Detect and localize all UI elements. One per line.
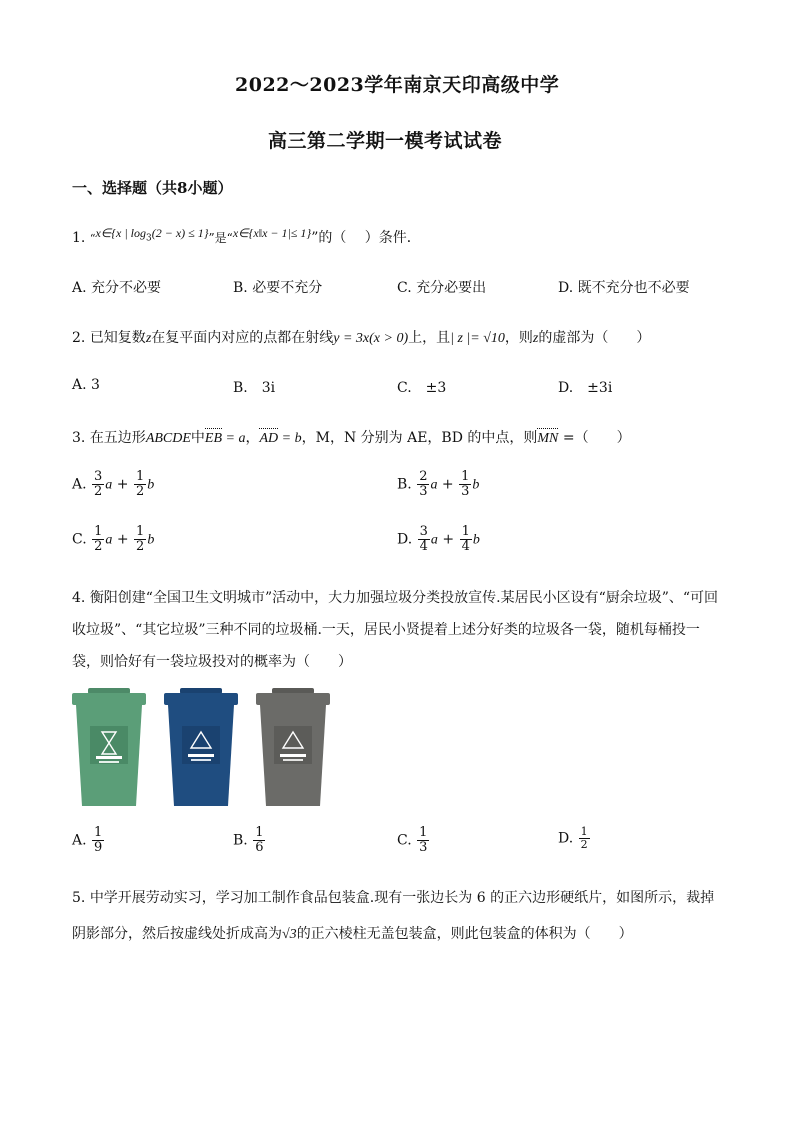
q2-option-c[interactable]: C. ±3 xyxy=(397,380,447,396)
q1-option-d[interactable]: D. 既不充分也不必要 xyxy=(558,280,690,296)
q4-option-c[interactable]: C. $\frac{1}{3}$ xyxy=(397,825,428,855)
math-expression: x∈{x | $\log_3(2 - x) \le 1$} xyxy=(95,226,209,244)
question-number: 4. xyxy=(72,590,86,606)
q2-option-d[interactable]: D. ±3i xyxy=(558,380,613,396)
q4-option-a[interactable]: A. $\frac{1}{9}$ xyxy=(72,825,103,855)
q3-option-b[interactable]: B. $\frac{2}{3}$ a + $\frac{1}{3}$ b xyxy=(397,469,480,499)
question-1-stem: 1. “x∈{x | $\log_3(2 - x) \le 1$}”是“x∈{x‖x − 1|≤ 1}”的（ ）条件． xyxy=(72,226,421,246)
q2-option-b[interactable]: B. 3i xyxy=(233,380,276,396)
question-number: 1. xyxy=(72,230,86,246)
recyclable-bin xyxy=(164,688,238,806)
q3-option-c[interactable]: C. $\frac{1}{2}$ a + $\frac{1}{2}$ b xyxy=(72,524,155,554)
math-expression: | z |= √10 xyxy=(450,331,505,346)
math-expression: √3 xyxy=(282,927,297,942)
question-4-line-1: 4. 衡阳创建“全国卫生文明城市”活动中，大力加强垃圾分类投放宣传.某居民小区设有“厨余垃圾”、“可回 xyxy=(72,590,719,606)
vector-eb: EB xyxy=(204,431,223,446)
question-number: 3. xyxy=(72,430,86,446)
math-expression: y = 3x(x > 0) xyxy=(333,331,409,346)
trash-bins-illustration xyxy=(70,688,340,808)
food-waste-bin xyxy=(72,688,146,806)
title-line-1: 2022～2023学年南京天印高级中学 xyxy=(235,74,560,96)
question-2-stem: 2. 已知复数z在复平面内对应的点都在射线y = 3x(x > 0)上，且| z |= √10，则z的虚部为（ ） xyxy=(72,330,651,346)
q4-option-d[interactable]: D. $\frac{1}{2}$ xyxy=(558,825,588,851)
q3-option-a[interactable]: A. $\frac{3}{2}$ a + $\frac{1}{2}$ b xyxy=(72,469,155,499)
math-expression: x∈{x‖x − 1|≤ 1} xyxy=(232,226,312,240)
title-line-2: 高三第二学期一模考试试卷 xyxy=(268,130,503,152)
q4-option-b[interactable]: B. $\frac{1}{6}$ xyxy=(233,825,264,855)
question-number: 2. xyxy=(72,330,86,346)
question-number: 5. xyxy=(72,890,86,906)
question-5-line-2: 阴影部分，然后按虚线处折成高为√3的正六棱柱无盖包装盒，则此包装盒的体积为（ ） xyxy=(72,926,633,942)
q1-option-b[interactable]: B. 必要不充分 xyxy=(233,280,323,296)
q1-option-c[interactable]: C. 充分必要出 xyxy=(397,280,487,296)
q3-option-d[interactable]: D. $\frac{3}{4}$ a + $\frac{1}{4}$ b xyxy=(397,524,480,554)
vector-ad: AD xyxy=(259,431,279,446)
section-heading: 一、选择题（共8小题） xyxy=(72,179,233,197)
question-3-stem: 3. 在五边形ABCDE中EB = a，AD = b，M，N 分别为 AE，BD 的中点，则MN =（ ） xyxy=(72,430,631,446)
question-4-line-3: 袋，则恰好有一袋垃圾投对的概率为（ ） xyxy=(72,654,352,670)
question-5-line-1: 5. 中学开展劳动实习，学习加工制作食品包装盒.现有一张边长为 6 的正六边形硬纸片，如图所示，裁掉 xyxy=(72,890,715,906)
question-4-line-2: 收垃圾”、“其它垃圾”三种不同的垃圾桶.一天，居民小贤提着上述分好类的垃圾各一袋，随机每桶投一 xyxy=(72,622,700,638)
trash-bins-image xyxy=(70,688,340,808)
residual-waste-bin xyxy=(256,688,330,806)
q2-option-a[interactable]: A. 3 xyxy=(72,377,100,393)
q1-option-a[interactable]: A. 充分不必要 xyxy=(72,280,162,296)
vector-mn: MN xyxy=(537,431,559,446)
